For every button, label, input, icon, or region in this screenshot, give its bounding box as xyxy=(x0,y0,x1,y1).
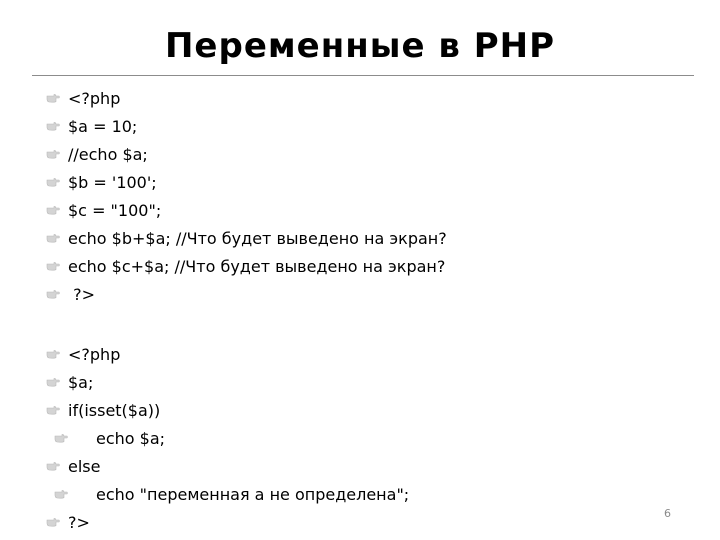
code-line xyxy=(44,280,95,308)
pointing-hand-bullet-icon xyxy=(46,149,60,159)
pointing-hand-bullet-icon xyxy=(46,121,60,131)
code-line-text: <?php xyxy=(68,88,121,108)
pointing-hand-bullet-icon xyxy=(46,205,60,215)
code-line xyxy=(44,84,120,112)
title-divider xyxy=(32,75,694,76)
pointing-hand-bullet-icon xyxy=(46,405,60,415)
code-line xyxy=(44,112,137,140)
slide-title: Переменные в PHP xyxy=(164,26,556,66)
code-line-text: echo $b+$a; //Что будет выведено на экран? xyxy=(68,228,447,248)
code-line-text: if(isset($a)) xyxy=(68,400,161,420)
code-line-text: echo "переменная а не определена"; xyxy=(96,484,410,504)
code-line xyxy=(44,480,409,508)
pointing-hand-bullet-icon xyxy=(54,489,68,499)
code-line xyxy=(44,508,90,536)
code-line-text: //echo $a; xyxy=(68,144,148,164)
code-line-text: ?> xyxy=(68,512,90,532)
page-number: 6 xyxy=(664,507,671,520)
pointing-hand-bullet-icon xyxy=(46,233,60,243)
code-line-text: echo $a; xyxy=(96,428,166,448)
code-line xyxy=(44,196,161,224)
code-line-text: <?php xyxy=(68,344,121,364)
pointing-hand-bullet-icon xyxy=(46,517,60,527)
code-line-text: ?> xyxy=(68,284,95,304)
code-line xyxy=(44,224,447,252)
code-line-text: $b = '100'; xyxy=(68,172,157,192)
pointing-hand-bullet-icon xyxy=(46,261,60,271)
code-line-text: else xyxy=(68,456,101,476)
pointing-hand-bullet-icon xyxy=(46,289,60,299)
code-line-text: $a = 10; xyxy=(68,116,138,136)
code-line xyxy=(44,340,120,368)
pointing-hand-bullet-icon xyxy=(54,433,68,443)
pointing-hand-bullet-icon xyxy=(46,349,60,359)
code-line-text: $a; xyxy=(68,372,94,392)
code-line xyxy=(44,368,93,396)
pointing-hand-bullet-icon xyxy=(46,93,60,103)
pointing-hand-bullet-icon xyxy=(46,461,60,471)
code-line xyxy=(44,424,165,452)
code-line xyxy=(44,396,160,424)
code-line-text: $c = "100"; xyxy=(68,200,162,220)
code-line-text: echo $c+$a; //Что будет выведено на экран? xyxy=(68,256,446,276)
code-line xyxy=(44,252,445,280)
code-line xyxy=(44,168,157,196)
code-line xyxy=(44,140,148,168)
pointing-hand-bullet-icon xyxy=(46,377,60,387)
pointing-hand-bullet-icon xyxy=(46,177,60,187)
code-line xyxy=(44,452,100,480)
